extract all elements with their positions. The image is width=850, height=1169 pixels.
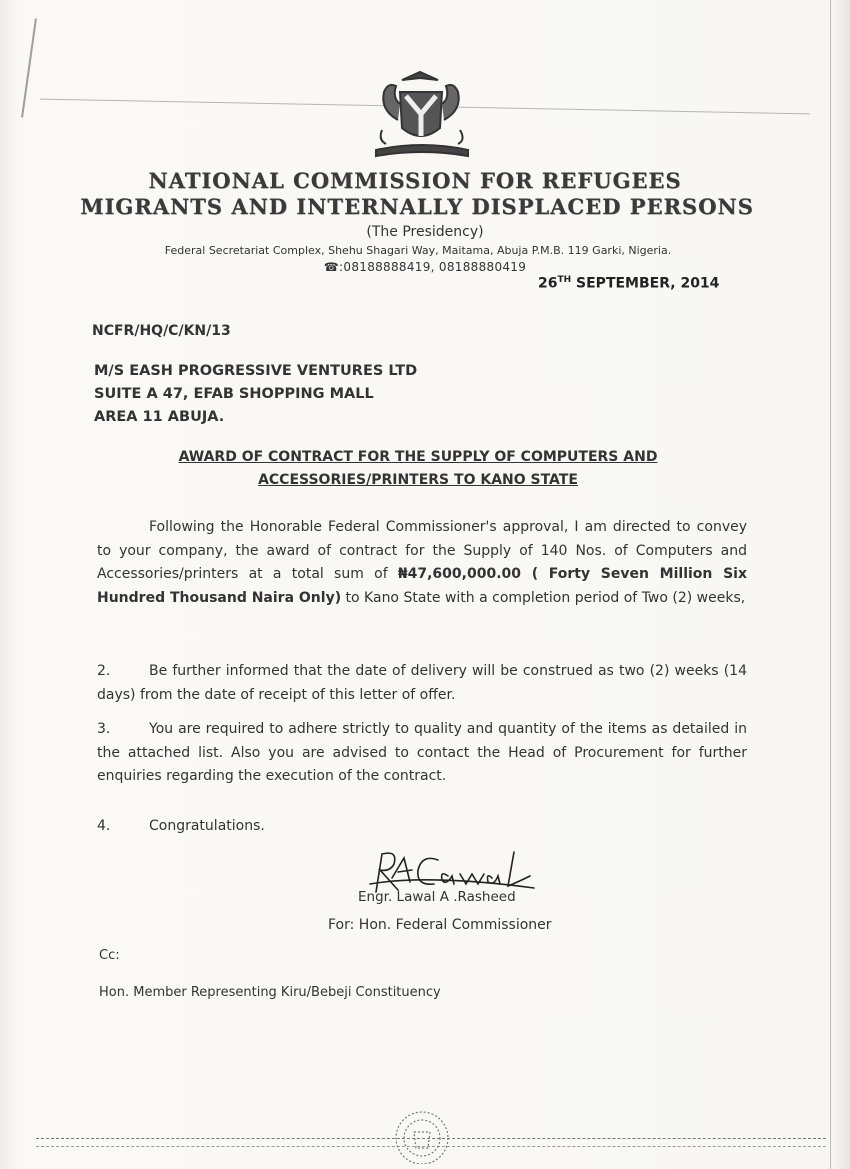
reference-number: NCFR/HQ/C/KN/13 [92, 323, 231, 339]
recipient-area: AREA 11 ABUJA. [94, 409, 225, 425]
scan-edge-mark [21, 18, 37, 117]
presidency-label: (The Presidency) [366, 224, 484, 240]
letter-subject: AWARD OF CONTRACT FOR THE SUPPLY OF COMPUTERS AND ACCESSORIES/PRINTERS TO KANO STATE [178, 449, 658, 488]
paragraph-3: 3. You are required to adhere strictly to quality and quantity of the items as detailed in the attached list. Also you are advised to contact the Head of Procurement for further enquiries regarding the execution of the contract. [97, 721, 747, 784]
signer-title: For: Hon. Federal Commissioner [328, 917, 552, 933]
org-title-line2: MIGRANTS AND INTERNALLY DISPLACED PERSONS [80, 194, 754, 219]
cc-recipient: Hon. Member Representing Kiru/Bebeji Constituency [99, 985, 441, 1000]
org-address: Federal Secretariat Complex, Shehu Shagari Way, Maitama, Abuja P.M.B. 119 Garki, Nigeria. [164, 244, 672, 257]
recipient-address [94, 360, 417, 429]
paragraph-2: 2. Be further informed that the date of delivery will be construed as two (2) weeks (14 days) from the date of receipt of this letter of offer. [97, 663, 747, 703]
coat-of-arms-icon [362, 70, 482, 162]
recipient-name: M/S EASH PROGRESSIVE VENTURES LTD [94, 363, 418, 379]
letter-date: 26TH SEPTEMBER, 2014 [538, 275, 720, 292]
contract-amount: ₦47,600,000.00 ( Forty Seven Million Six Hundred Thousand Naira Only) [97, 566, 747, 606]
cc-label: Cc: [99, 948, 120, 963]
paragraph-4: 4. Congratulations. [97, 818, 265, 834]
paragraph-1: Following the Honorable Federal Commissioner's approval, I am directed to convey to your company, the award of contract for the Supply of 140 Nos. of Computers and Accessories/printers at a total sum of ₦47,600,000.00 ( Forty Seven Million Six Hundred Thousand Naira Only) to Kano State with a completion period of Two (2) weeks, [97, 519, 747, 606]
org-phones: ☎:08188888419, 08188880419 [323, 260, 527, 274]
recipient-suite: SUITE A 47, EFAB SHOPPING MALL [94, 386, 374, 402]
footer-seal-icon [388, 1104, 456, 1164]
signer-name: Engr. Lawal A .Rasheed [358, 889, 516, 905]
org-title-line1: NATIONAL COMMISSION FOR REFUGEES [148, 168, 682, 193]
